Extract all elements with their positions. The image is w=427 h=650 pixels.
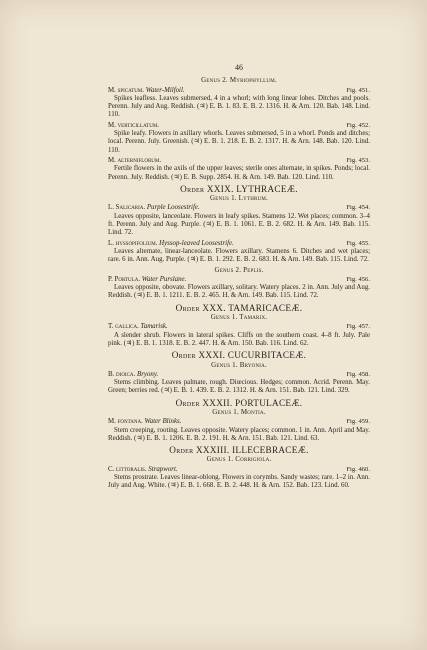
species-entry [108,204,370,237]
species-entry [108,418,370,443]
common-name: Strapwort. [148,465,178,473]
species-entry [108,371,370,396]
figure-number: Fig. 454. [346,204,370,212]
species-title [108,240,234,248]
species-name: M. spicatum. [108,86,145,94]
figure-number: Fig. 452. [346,121,370,129]
figure-number: Fig. 456. [346,275,370,283]
species-title [108,371,158,379]
species-header [108,122,370,130]
order-heading: Order XXX. TAMARICACEÆ. [175,302,303,313]
species-title [108,122,159,130]
order-heading: Order XXXI. CUCURBITACEÆ. [171,350,307,361]
genus-heading: Genus 2. Peplis. [214,265,264,274]
figure-number: Fig. 458. [346,370,370,378]
species-description: Spikes leafless. Leaves submersed, 4 in a whorl; with long linear lobes. Ditches and pools. Perenn. July and Aug. Reddish. (♃) E. B. 1. 83. E. B. 2. 1316. H. & Arn. 120. Bab. 148. Lind. 110. [108,94,370,119]
species-name: M. verticillatum. [108,121,159,129]
species-description: Spike leafy. Flowers in axillary whorls. Leaves submersed, 5 in a whorl. Ponds and ditches; local. Perenn. July. Greenish. (♃) E. B. 1. 218. E. B. 2. 1317. H. & Arn. 148. Bab. 120. Lind. 110. [108,130,370,154]
species-name: M. alterniflorum. [108,156,162,164]
species-entry [108,87,370,120]
species-title [108,157,161,165]
species-name: B. dioica. [108,370,136,378]
species-header [108,87,370,95]
common-name: Tamarisk. [140,323,168,331]
species-header [108,323,370,331]
common-name: Bryony. [137,370,159,378]
species-description: Leaves opposite, lanceolate. Flowers in leafy spikes. Stamens 12. Wet places; common. 3–4 ft. Perenn. July and Aug. Purple. (♃) E. B. 1. 1061. E. B. 2. 682. H. & Arn. 149. Bab. 115. Lind. 72. [108,212,370,237]
order-heading: Order XXXII. PORTULACEÆ. [175,397,303,408]
species-description: Stem creeping, rooting. Leaves opposite. Watery places; common. 1 in. Ann. April and May. Reddish. (♃) E. B. 1. 1206. E. B. 2. 191. H. & Arn. 151. Bab. 121. Lind. 63. [108,426,370,442]
species-title [108,276,186,284]
species-header [108,157,370,165]
species-header [108,276,370,284]
species-title [108,418,181,426]
figure-number: Fig. 459. [346,418,370,426]
species-description: Fertile flowers in the axils of the upper leaves; sterile ones alternate, in spikes. Ponds; local. Perenn. July. Reddish. (♃) E. B. Supp. 2854. H. & Arn. 149. Bab. 120. Lind. 110. [108,165,370,181]
species-description: Stems climbing. Leaves palmate, rough. Diœcious. Hedges; common. Acrid. Perenn. May. Green; berries red. (♃) E. B. 1. 439. E. B. 2. 1312. H. & Arn. 151. Bab. 121. Lind. 329. [108,379,370,395]
common-name: Hyssop-leaved Loosestrife. [159,239,234,247]
genus-heading: Genus 1. Montia. [212,407,266,416]
species-description: A slender shrub. Flowers in lateral spikes. Cliffs on the southern coast. 4–8 ft. July. Pale pink. (♃) E. B. 1. 1318. E. B. 2. 447. H. & Arn. 150. Bab. 116. Lind. 62. [108,331,370,347]
species-entry [108,323,370,348]
common-name: Purple Loosestrife. [146,204,200,212]
common-name: Water-Milfoil. [145,86,185,94]
species-header [108,418,370,426]
species-title [108,87,185,95]
species-name: L. Salicaria. [108,204,146,212]
species-name: T. gallica. [108,323,139,331]
common-name: Water Blinks. [144,418,182,426]
species-title [108,466,178,474]
species-name: C. littoralis. [108,465,147,473]
genus-heading: Genus 1. Lythrum. [210,194,268,203]
species-name: P. Portula. [108,275,141,283]
page-text-block [108,64,370,491]
species-title [108,323,168,331]
order-heading: Order XXIX. LYTHRACEÆ. [180,183,298,194]
species-description: Leaves opposite, obovate. Flowers axillary, solitary. Watery places. 2 in. Ann. July and Aug. Reddish. (♃) E. B. 1. 1211. E. B. 2. 465. H. & Arn. 149. Bab. 115. Lind. 72. [108,284,370,300]
species-description: Stems prostrate. Leaves linear-oblong. Flowers in corymbs. Sandy wastes; rare. 1–2 in. Ann. July and Aug. White. (♃) E. B. 1. 668. E. B. 2. 448. H. & Arn. 152. Bab. 123. Lind. 60. [108,474,370,490]
species-description: Leaves alternate, linear-lanceolate. Flowers axillary. Stamens 6. Ditches and wet places; rare. 6 in. Ann. Aug. Purple. (♃) E. B. 1. 292. E. B. 2. 683. H. & Arn. 149. Bab. 115. Lind. 72. [108,247,370,264]
species-entry [108,276,370,301]
genus-heading: Genus 1. Corrigiola. [206,455,272,464]
species-entry [108,122,370,155]
common-name: Water Purslane. [141,275,187,283]
figure-number: Fig. 451. [346,86,370,94]
genus-heading: Genus 2. Myriophyllum. [201,76,277,85]
species-header [108,240,370,248]
species-header [108,204,370,212]
page-number: 46 [235,63,243,72]
species-header [108,466,370,474]
species-title [108,204,200,212]
genus-heading: Genus 1. Tamarix. [210,313,268,322]
order-heading: Order XXXIII. ILLECEBRACEÆ. [169,445,309,456]
genus-heading: Genus 1. Bryonia. [211,360,267,369]
figure-number: Fig. 460. [346,465,370,473]
species-entry [108,466,370,491]
figure-number: Fig. 453. [346,156,370,164]
species-header [108,371,370,379]
species-entry [108,240,370,265]
figure-number: Fig. 455. [346,239,370,247]
species-name: M. fontana. [108,418,143,426]
species-name: L. hyssopifolium. [108,239,158,247]
figure-number: Fig. 457. [346,323,370,331]
species-entry [108,157,370,182]
